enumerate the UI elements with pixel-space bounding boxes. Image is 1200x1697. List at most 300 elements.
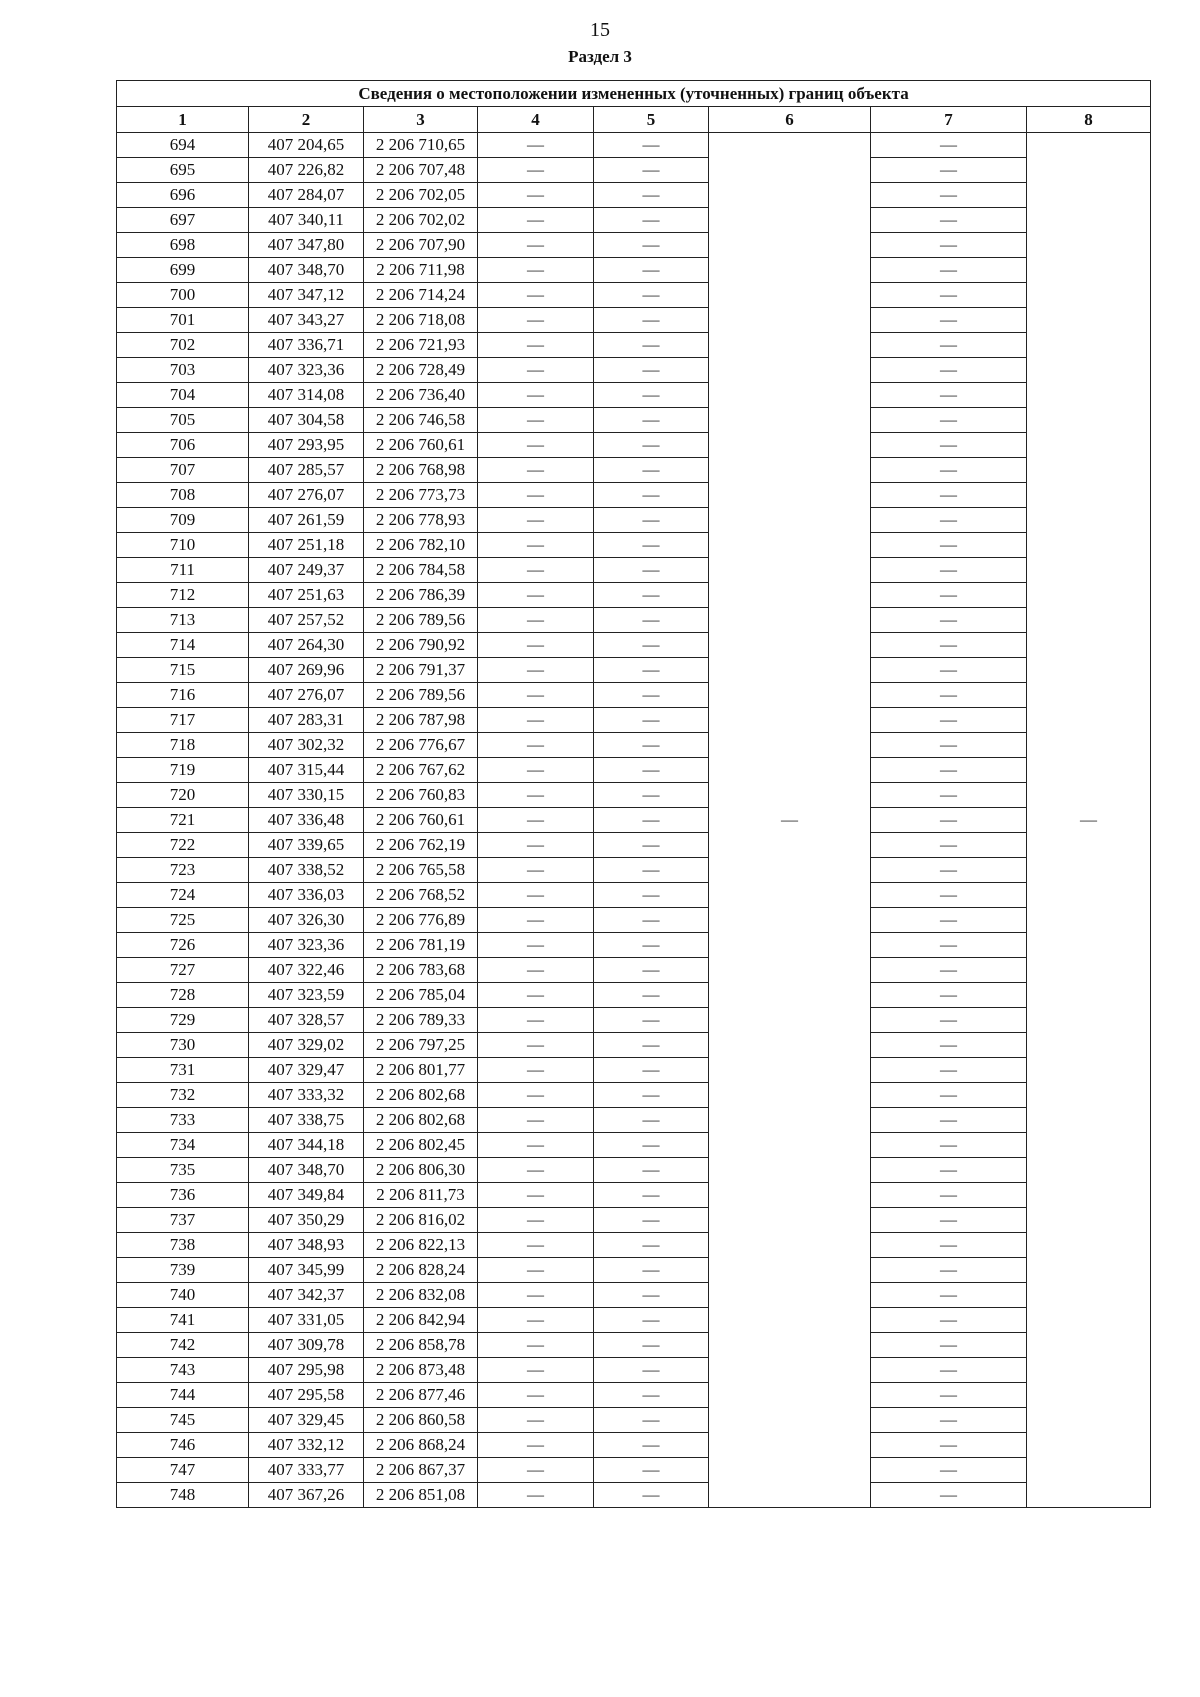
column-7-value: — <box>871 908 1027 933</box>
table-row <box>117 583 1151 608</box>
column-7-value: — <box>871 683 1027 708</box>
table-row <box>117 958 1151 983</box>
column-4-value: — <box>478 1108 594 1133</box>
table-row <box>117 1383 1151 1408</box>
point-number: 739 <box>117 1258 249 1283</box>
coordinate-y: 2 206 801,77 <box>364 1058 478 1083</box>
coordinate-x: 407 340,11 <box>249 208 364 233</box>
table-row <box>117 858 1151 883</box>
column-4-value: — <box>478 1408 594 1433</box>
column-4-value: — <box>478 1208 594 1233</box>
table-row <box>117 1033 1151 1058</box>
boundary-coordinates-table <box>116 80 1151 1508</box>
coordinate-x: 407 326,30 <box>249 908 364 933</box>
point-number: 710 <box>117 533 249 558</box>
column-5-value: — <box>594 608 709 633</box>
column-5-value: — <box>594 933 709 958</box>
column-7-value: — <box>871 1258 1027 1283</box>
point-number: 713 <box>117 608 249 633</box>
table-row <box>117 133 1151 158</box>
column-7-value: — <box>871 1233 1027 1258</box>
column-header: 3 <box>364 107 478 133</box>
point-number: 744 <box>117 1383 249 1408</box>
coordinate-y: 2 206 707,90 <box>364 233 478 258</box>
coordinate-y: 2 206 816,02 <box>364 1208 478 1233</box>
column-header: 7 <box>871 107 1027 133</box>
coordinate-x: 407 293,95 <box>249 433 364 458</box>
table-row <box>117 483 1151 508</box>
column-4-value: — <box>478 708 594 733</box>
column-5-value: — <box>594 1108 709 1133</box>
point-number: 705 <box>117 408 249 433</box>
coordinate-x: 407 348,93 <box>249 1233 364 1258</box>
column-5-value: — <box>594 1408 709 1433</box>
coordinate-y: 2 206 867,37 <box>364 1458 478 1483</box>
column-5-value: — <box>594 1433 709 1458</box>
column-7-value: — <box>871 1183 1027 1208</box>
column-7-value: — <box>871 1308 1027 1333</box>
table-row <box>117 608 1151 633</box>
point-number: 741 <box>117 1308 249 1333</box>
column-5-value: — <box>594 1033 709 1058</box>
table-row <box>117 258 1151 283</box>
coordinate-x: 407 264,30 <box>249 633 364 658</box>
column-7-value: — <box>871 358 1027 383</box>
table-row <box>117 458 1151 483</box>
column-5-value: — <box>594 308 709 333</box>
column-4-value: — <box>478 1358 594 1383</box>
column-5-value: — <box>594 1358 709 1383</box>
column-4-value: — <box>478 233 594 258</box>
column-4-value: — <box>478 758 594 783</box>
column-5-value: — <box>594 908 709 933</box>
coordinate-x: 407 338,52 <box>249 858 364 883</box>
column-5-value: — <box>594 533 709 558</box>
column-header: 1 <box>117 107 249 133</box>
column-4-value: — <box>478 633 594 658</box>
column-5-value: — <box>594 508 709 533</box>
table-row <box>117 1483 1151 1508</box>
column-4-value: — <box>478 1233 594 1258</box>
table-row <box>117 1008 1151 1033</box>
table-row <box>117 508 1151 533</box>
column-7-value: — <box>871 633 1027 658</box>
column-7-value: — <box>871 583 1027 608</box>
column-5-value: — <box>594 383 709 408</box>
column-7-value: — <box>871 333 1027 358</box>
column-4-value: — <box>478 258 594 283</box>
table-row <box>117 233 1151 258</box>
coordinate-y: 2 206 760,61 <box>364 433 478 458</box>
column-7-value: — <box>871 933 1027 958</box>
column-7-value: — <box>871 733 1027 758</box>
column-4-value: — <box>478 1383 594 1408</box>
coordinate-y: 2 206 842,94 <box>364 1308 478 1333</box>
point-number: 729 <box>117 1008 249 1033</box>
column-5-value: — <box>594 583 709 608</box>
column-4-value: — <box>478 1433 594 1458</box>
column-5-value: — <box>594 783 709 808</box>
coordinate-x: 407 349,84 <box>249 1183 364 1208</box>
coordinate-x: 407 284,07 <box>249 183 364 208</box>
column-5-value: — <box>594 958 709 983</box>
point-number: 730 <box>117 1033 249 1058</box>
column-7-value: — <box>871 883 1027 908</box>
coordinate-x: 407 330,15 <box>249 783 364 808</box>
table-row <box>117 533 1151 558</box>
coordinate-y: 2 206 760,83 <box>364 783 478 808</box>
point-number: 717 <box>117 708 249 733</box>
column-4-value: — <box>478 1033 594 1058</box>
coordinate-x: 407 283,31 <box>249 708 364 733</box>
column-4-value: — <box>478 608 594 633</box>
column-7-value: — <box>871 958 1027 983</box>
column-7-value: — <box>871 383 1027 408</box>
table-row <box>117 933 1151 958</box>
column-7-value: — <box>871 433 1027 458</box>
column-4-value: — <box>478 408 594 433</box>
column-5-value: — <box>594 1458 709 1483</box>
coordinate-x: 407 285,57 <box>249 458 364 483</box>
table-row <box>117 158 1151 183</box>
column-4-value: — <box>478 883 594 908</box>
column-5-value: — <box>594 358 709 383</box>
column-7-value: — <box>871 558 1027 583</box>
column-4-value: — <box>478 1458 594 1483</box>
coordinate-y: 2 206 791,37 <box>364 658 478 683</box>
column-4-value: — <box>478 558 594 583</box>
table-row <box>117 1308 1151 1333</box>
column-5-value: — <box>594 708 709 733</box>
table-row <box>117 1408 1151 1433</box>
column-4-value: — <box>478 383 594 408</box>
table-row <box>117 408 1151 433</box>
coordinate-y: 2 206 776,67 <box>364 733 478 758</box>
coordinate-y: 2 206 767,62 <box>364 758 478 783</box>
point-number: 699 <box>117 258 249 283</box>
table-row <box>117 658 1151 683</box>
coordinate-y: 2 206 797,25 <box>364 1033 478 1058</box>
point-number: 722 <box>117 833 249 858</box>
column-7-value: — <box>871 458 1027 483</box>
point-number: 738 <box>117 1233 249 1258</box>
column-5-value: — <box>594 233 709 258</box>
point-number: 723 <box>117 858 249 883</box>
column-5-value: — <box>594 1308 709 1333</box>
point-number: 704 <box>117 383 249 408</box>
column-7-value: — <box>871 1058 1027 1083</box>
column-4-value: — <box>478 308 594 333</box>
column-7-value: — <box>871 758 1027 783</box>
coordinate-x: 407 328,57 <box>249 1008 364 1033</box>
column-4-value: — <box>478 908 594 933</box>
point-number: 715 <box>117 658 249 683</box>
column-7-value: — <box>871 608 1027 633</box>
point-number: 703 <box>117 358 249 383</box>
coordinate-x: 407 257,52 <box>249 608 364 633</box>
column-7-value: — <box>871 158 1027 183</box>
column-4-value: — <box>478 508 594 533</box>
column-5-value: — <box>594 558 709 583</box>
table-row <box>117 1133 1151 1158</box>
point-number: 747 <box>117 1458 249 1483</box>
point-number: 732 <box>117 1083 249 1108</box>
table-row <box>117 333 1151 358</box>
coordinate-x: 407 322,46 <box>249 958 364 983</box>
table-row <box>117 783 1151 808</box>
column-4-value: — <box>478 1258 594 1283</box>
column-5-value: — <box>594 133 709 158</box>
column-4-value: — <box>478 808 594 833</box>
table-row <box>117 1208 1151 1233</box>
coordinate-y: 2 206 868,24 <box>364 1433 478 1458</box>
column-7-value: — <box>871 983 1027 1008</box>
column-4-value: — <box>478 183 594 208</box>
table-row <box>117 208 1151 233</box>
coordinate-y: 2 206 710,65 <box>364 133 478 158</box>
column-7-value: — <box>871 1408 1027 1433</box>
column-number-row <box>117 107 1151 133</box>
column-5-value: — <box>594 808 709 833</box>
column-6-merged-value: — <box>709 133 871 1508</box>
column-5-value: — <box>594 633 709 658</box>
column-4-value: — <box>478 283 594 308</box>
coordinate-x: 407 336,48 <box>249 808 364 833</box>
coordinate-x: 407 329,45 <box>249 1408 364 1433</box>
point-number: 708 <box>117 483 249 508</box>
column-4-value: — <box>478 333 594 358</box>
column-4-value: — <box>478 933 594 958</box>
column-4-value: — <box>478 1008 594 1033</box>
coordinate-x: 407 269,96 <box>249 658 364 683</box>
column-4-value: — <box>478 1333 594 1358</box>
coordinate-x: 407 332,12 <box>249 1433 364 1458</box>
column-4-value: — <box>478 1158 594 1183</box>
table-row <box>117 1108 1151 1133</box>
coordinate-y: 2 206 860,58 <box>364 1408 478 1433</box>
point-number: 698 <box>117 233 249 258</box>
point-number: 748 <box>117 1483 249 1508</box>
column-7-value: — <box>871 708 1027 733</box>
coordinate-y: 2 206 787,98 <box>364 708 478 733</box>
coordinate-y: 2 206 789,33 <box>364 1008 478 1033</box>
coordinate-y: 2 206 811,73 <box>364 1183 478 1208</box>
coordinate-y: 2 206 806,30 <box>364 1158 478 1183</box>
coordinate-x: 407 251,63 <box>249 583 364 608</box>
column-7-value: — <box>871 1358 1027 1383</box>
coordinate-y: 2 206 873,48 <box>364 1358 478 1383</box>
point-number: 745 <box>117 1408 249 1433</box>
point-number: 740 <box>117 1283 249 1308</box>
column-5-value: — <box>594 1183 709 1208</box>
column-7-value: — <box>871 1033 1027 1058</box>
coordinate-y: 2 206 786,39 <box>364 583 478 608</box>
coordinate-y: 2 206 702,05 <box>364 183 478 208</box>
column-7-value: — <box>871 533 1027 558</box>
table-row <box>117 733 1151 758</box>
table-row <box>117 1333 1151 1358</box>
column-5-value: — <box>594 1258 709 1283</box>
coordinate-x: 407 276,07 <box>249 483 364 508</box>
column-4-value: — <box>478 1308 594 1333</box>
point-number: 735 <box>117 1158 249 1183</box>
coordinate-x: 407 339,65 <box>249 833 364 858</box>
column-5-value: — <box>594 183 709 208</box>
coordinate-x: 407 347,12 <box>249 283 364 308</box>
column-5-value: — <box>594 1333 709 1358</box>
column-7-value: — <box>871 183 1027 208</box>
column-5-value: — <box>594 258 709 283</box>
column-5-value: — <box>594 1233 709 1258</box>
coordinate-x: 407 329,47 <box>249 1058 364 1083</box>
column-7-value: — <box>871 1133 1027 1158</box>
table-row <box>117 758 1151 783</box>
column-7-value: — <box>871 258 1027 283</box>
column-4-value: — <box>478 1058 594 1083</box>
coordinate-y: 2 206 832,08 <box>364 1283 478 1308</box>
coordinate-x: 407 204,65 <box>249 133 364 158</box>
column-7-value: — <box>871 1433 1027 1458</box>
coordinate-y: 2 206 802,68 <box>364 1083 478 1108</box>
column-4-value: — <box>478 733 594 758</box>
column-7-value: — <box>871 408 1027 433</box>
column-7-value: — <box>871 658 1027 683</box>
coordinate-x: 407 249,37 <box>249 558 364 583</box>
coordinate-x: 407 304,58 <box>249 408 364 433</box>
column-7-value: — <box>871 808 1027 833</box>
column-4-value: — <box>478 433 594 458</box>
table-row <box>117 1458 1151 1483</box>
point-number: 743 <box>117 1358 249 1383</box>
column-7-value: — <box>871 483 1027 508</box>
point-number: 702 <box>117 333 249 358</box>
coordinate-y: 2 206 736,40 <box>364 383 478 408</box>
coordinate-y: 2 206 707,48 <box>364 158 478 183</box>
coordinate-y: 2 206 746,58 <box>364 408 478 433</box>
coordinate-y: 2 206 768,52 <box>364 883 478 908</box>
column-4-value: — <box>478 208 594 233</box>
point-number: 707 <box>117 458 249 483</box>
column-4-value: — <box>478 783 594 808</box>
column-5-value: — <box>594 283 709 308</box>
table-row <box>117 1433 1151 1458</box>
point-number: 695 <box>117 158 249 183</box>
coordinate-x: 407 323,36 <box>249 933 364 958</box>
coordinate-x: 407 333,77 <box>249 1458 364 1483</box>
coordinate-y: 2 206 802,68 <box>364 1108 478 1133</box>
coordinate-x: 407 251,18 <box>249 533 364 558</box>
coordinate-y: 2 206 789,56 <box>364 608 478 633</box>
coordinate-y: 2 206 785,04 <box>364 983 478 1008</box>
table-row <box>117 558 1151 583</box>
column-7-value: — <box>871 1458 1027 1483</box>
table-row <box>117 1283 1151 1308</box>
point-number: 726 <box>117 933 249 958</box>
column-4-value: — <box>478 833 594 858</box>
point-number: 719 <box>117 758 249 783</box>
coordinate-x: 407 314,08 <box>249 383 364 408</box>
column-7-value: — <box>871 1483 1027 1508</box>
table-row <box>117 1258 1151 1283</box>
column-5-value: — <box>594 458 709 483</box>
table-row <box>117 833 1151 858</box>
coordinate-x: 407 350,29 <box>249 1208 364 1233</box>
point-number: 700 <box>117 283 249 308</box>
column-7-value: — <box>871 233 1027 258</box>
column-5-value: — <box>594 1283 709 1308</box>
point-number: 727 <box>117 958 249 983</box>
coordinate-y: 2 206 858,78 <box>364 1333 478 1358</box>
column-header: 6 <box>709 107 871 133</box>
coordinate-y: 2 206 728,49 <box>364 358 478 383</box>
column-7-value: — <box>871 1383 1027 1408</box>
coordinate-x: 407 323,36 <box>249 358 364 383</box>
coordinate-y: 2 206 782,10 <box>364 533 478 558</box>
section-title: Раздел 3 <box>568 47 632 66</box>
coordinate-y: 2 206 711,98 <box>364 258 478 283</box>
column-4-value: — <box>478 458 594 483</box>
column-5-value: — <box>594 683 709 708</box>
column-4-value: — <box>478 858 594 883</box>
column-4-value: — <box>478 958 594 983</box>
column-header: 2 <box>249 107 364 133</box>
coordinate-x: 407 323,59 <box>249 983 364 1008</box>
coordinate-y: 2 206 781,19 <box>364 933 478 958</box>
column-4-value: — <box>478 983 594 1008</box>
point-number: 706 <box>117 433 249 458</box>
column-5-value: — <box>594 983 709 1008</box>
coordinate-y: 2 206 802,45 <box>364 1133 478 1158</box>
column-4-value: — <box>478 683 594 708</box>
column-5-value: — <box>594 883 709 908</box>
coordinate-y: 2 206 765,58 <box>364 858 478 883</box>
column-7-value: — <box>871 858 1027 883</box>
column-7-value: — <box>871 1083 1027 1108</box>
coordinate-y: 2 206 828,24 <box>364 1258 478 1283</box>
column-7-value: — <box>871 1008 1027 1033</box>
coordinate-x: 407 348,70 <box>249 1158 364 1183</box>
column-5-value: — <box>594 1133 709 1158</box>
point-number: 716 <box>117 683 249 708</box>
table-row <box>117 1058 1151 1083</box>
table-row <box>117 908 1151 933</box>
column-7-value: — <box>871 283 1027 308</box>
coordinate-y: 2 206 784,58 <box>364 558 478 583</box>
table-row <box>117 633 1151 658</box>
table-row <box>117 308 1151 333</box>
column-7-value: — <box>871 508 1027 533</box>
point-number: 694 <box>117 133 249 158</box>
table-row <box>117 283 1151 308</box>
point-number: 718 <box>117 733 249 758</box>
coordinate-x: 407 333,32 <box>249 1083 364 1108</box>
table-row <box>117 883 1151 908</box>
column-5-value: — <box>594 408 709 433</box>
table-row <box>117 1083 1151 1108</box>
coordinate-y: 2 206 773,73 <box>364 483 478 508</box>
column-4-value: — <box>478 1283 594 1308</box>
point-number: 696 <box>117 183 249 208</box>
table-body <box>117 133 1151 1508</box>
coordinate-x: 407 347,80 <box>249 233 364 258</box>
coordinate-y: 2 206 776,89 <box>364 908 478 933</box>
column-5-value: — <box>594 1483 709 1508</box>
point-number: 731 <box>117 1058 249 1083</box>
coordinate-x: 407 342,37 <box>249 1283 364 1308</box>
coordinate-y: 2 206 790,92 <box>364 633 478 658</box>
column-7-value: — <box>871 1208 1027 1233</box>
column-5-value: — <box>594 1383 709 1408</box>
